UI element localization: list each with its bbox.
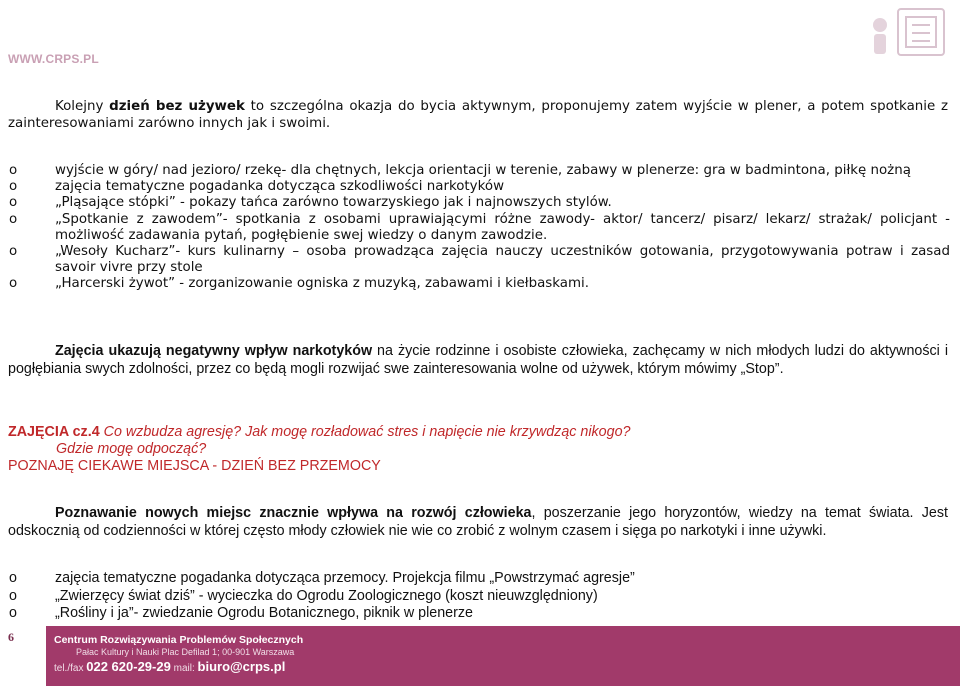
session-question-2: Gdzie mogę odpocząć? [56,441,207,457]
list-item [8,179,950,195]
session-subtitle: POZNAJĘ CIEKAWE MIEJSCA - DZIEŃ BEZ PRZEMOCY [8,458,381,474]
narcotics-rest: na życie rodzinne i osobiste człowieka, zachęcamy w nich młodych ludzi do aktywności i pogłębiania swych zdolności, przez co będą mogli rozwijać swe zainteresowania wolne od używek, którym mówimy „Stop”. [8,343,948,377]
list-item [8,570,950,588]
footer-bar [46,626,960,686]
page-footer [0,626,960,686]
org-name: Centrum Rozwiązywania Problemów Społecznych [54,634,304,646]
places-list [8,570,950,623]
bullet-marker: o [9,587,17,604]
list-item-text: „Pląsające stópki” - pokazy tańca zarówno towarzyskiego jak i najnowszych stylów. [55,195,612,211]
intro-prefix: Kolejny [55,99,110,114]
list-item-text: zajęcia tematyczne pogadanka dotycząca szkodliwości narkotyków [55,179,505,195]
bullet-marker: o [9,211,18,227]
list-item [8,605,950,623]
list-item [8,276,950,292]
bullet-marker: o [9,179,18,195]
list-item-text: „Zwierzęcy świat dziś” - wycieczka do Ogrodu Zoologicznego (koszt nieuwzględniony) [55,587,598,604]
list-item [8,212,950,244]
list-item-text: „Rośliny i ja”- zwiedzanie Ogrodu Botanicznego, piknik w plenerze [55,605,473,621]
crps-logo-icon [850,3,954,73]
list-item [8,244,950,276]
session-question: Co wzbudza agresję? Jak mogę rozładować stres i napięcie nie krzywdząc nikogo? [99,424,631,440]
email-link[interactable]: biuro@crps.pl [197,659,286,674]
page-number: 6 [8,630,14,644]
intro-bold: dzień bez używek [109,99,245,114]
list-item [8,588,950,606]
list-item-text: zajęcia tematyczne pogadanka dotycząca przemocy. Projekcja filmu „Powstrzymać agresje” [55,570,635,586]
list-item [8,163,950,179]
session-number: 4 [91,424,100,440]
bullet-marker: o [9,195,18,211]
mail-label: mail: [173,663,195,674]
org-address: Pałac Kultury i Nauki Plac Defilad 1; 00-901 Warszawa [76,647,295,657]
bullet-marker: o [9,244,18,260]
session-title: ZAJĘCIA cz. [8,424,92,440]
list-item-text: „Spotkanie z zawodem”- spotkania z osobami uprawiającymi różne zawody- aktor/ tancerz/ pisarz/ lekarz/ strażak/ policjant - możliwość zadawania pytań, pogłębienie swej wiedzy o danym zawodzie. [55,211,950,243]
activity-list [8,163,950,293]
narcotics-paragraph [8,342,948,378]
bullet-marker: o [9,570,17,586]
intro-rest: to szczególna okazja do bycia aktywnym, proponujemy zatem wyjście w plener, a potem spotkanie z zainteresowaniami zarówno innych jak i swoimi. [8,99,948,131]
contact-line [54,658,303,678]
places-rest: , poszerzanie jego horyzontów, wiedzy na temat świata. Jest odskocznią od codzienności w której często młody człowiek nie wie co zrobić z wolnym czasem i sięga po narkotyki i inne używki. [8,505,948,539]
bullet-marker: o [9,605,17,621]
bullet-marker: o [9,163,18,178]
session-heading [8,424,708,475]
list-item-text: „Wesoły Kucharz”- kurs kulinarny – osoba prowadząca zajęcia nauczy uczestników gotowania, przygotowywania potraw i zasad savoir vivre przy stole [55,244,950,276]
list-item-text: wyjście w góry/ nad jezioro/ rzekę- dla chętnych, lekcja orientacji w terenie, zabawy w plenerze: gra w badmintona, piłkę nożną [55,163,911,178]
places-paragraph [8,504,948,540]
site-url[interactable]: WWW.CRPS.PL [8,52,99,66]
phone-number[interactable]: 022 620-29-29 [86,659,171,674]
phone-label: tel./fax [54,663,84,674]
list-item [8,195,950,211]
places-bold: Poznawanie nowych miejsc znacznie wpływa na rozwój człowieka [55,505,532,521]
narcotics-bold: Zajęcia ukazują negatywny wpływ narkotyków [55,343,373,359]
list-item-text: „Harcerski żywot” - zorganizowanie ogniska z muzyką, zabawami i kiełbaskami. [55,276,590,292]
bullet-marker: o [9,276,18,292]
intro-paragraph [8,98,948,132]
